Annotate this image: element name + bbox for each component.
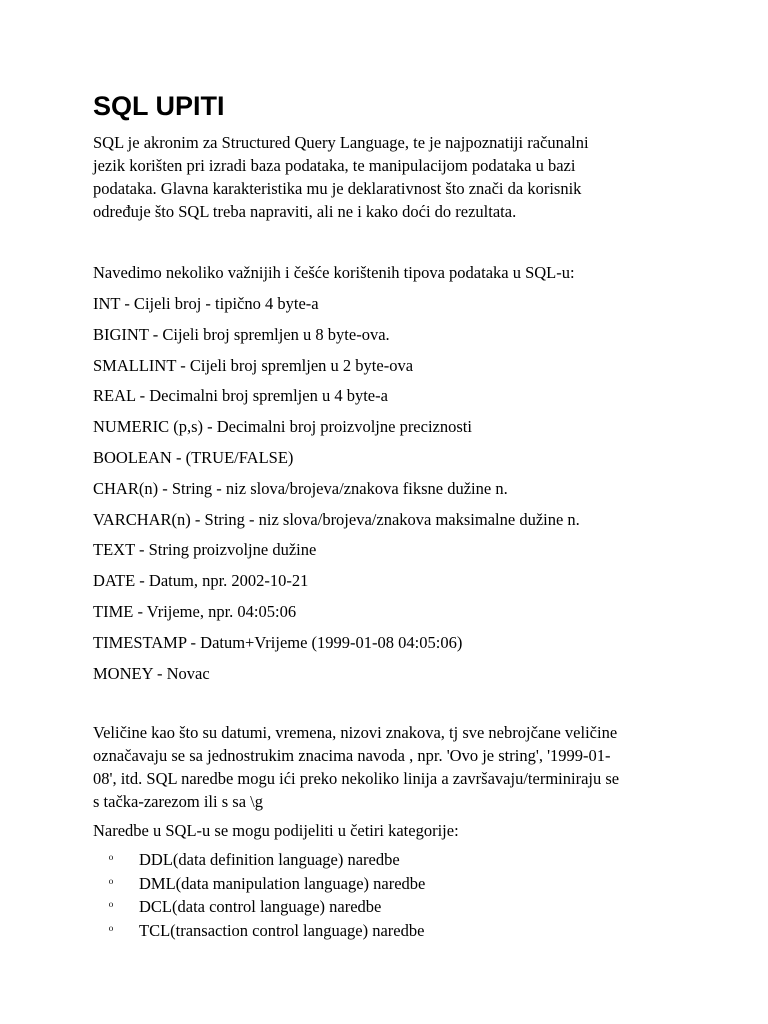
category-item (111, 919, 425, 943)
data-type-item: TEXT - String proizvoljne dužine (93, 540, 317, 560)
bullet-icon (111, 872, 139, 896)
category-label: DCL(data control language) naredbe (139, 897, 382, 916)
categories-list (111, 848, 425, 942)
intro-line: SQL je akronim za Structured Query Language, te je najpoznatiji računalni (93, 133, 589, 152)
data-type-item: SMALLINT - Cijeli broj spremljen u 2 byte-ova (93, 355, 414, 375)
page-title: SQL UPITI (93, 91, 225, 121)
bullet-icon (111, 919, 139, 943)
category-label: DDL(data definition language) naredbe (139, 850, 400, 869)
strings-line: 08', itd. SQL naredbe mogu ići preko nekoliko linija a završavaju/terminiraju se (93, 769, 620, 788)
data-type-item: NUMERIC (p,s) - Decimalni broj proizvoljne preciznosti (93, 417, 472, 437)
category-item (111, 895, 425, 919)
data-type-item: VARCHAR(n) - String - niz slova/brojeva/znakova maksimalne dužine n. (93, 509, 580, 529)
category-label: DML(data manipulation language) naredbe (139, 873, 426, 893)
intro-line: podataka. Glavna karakteristika mu je deklarativnost što znači da korisnik (93, 179, 582, 198)
data-type-item: DATE - Datum, npr. 2002-10-21 (93, 571, 309, 591)
intro-paragraph (93, 131, 589, 223)
strings-line: označavaju se sa jednostrukim znacima navoda , npr. 'Ovo je string', '1999-01- (93, 746, 611, 765)
data-type-item: MONEY - Novac (93, 663, 210, 683)
intro-line: jezik korišten pri izradi baza podataka, te manipulacijom podataka u bazi (93, 156, 576, 175)
data-type-item: BOOLEAN - (TRUE/FALSE) (93, 447, 294, 467)
intro-line: određuje što SQL treba napraviti, ali ne i kako doći do rezultata. (93, 202, 517, 221)
types-intro: Navedimo nekoliko važnijih i češće korištenih tipova podataka u SQL-u: (93, 263, 575, 282)
data-type-item: TIMESTAMP - Datum+Vrijeme (1999-01-08 04:05:06) (93, 632, 463, 652)
strings-line: s tačka-zarezom ili s sa \g (93, 792, 263, 811)
data-type-item: CHAR(n) - String - niz slova/brojeva/znakova fiksne dužine n. (93, 478, 508, 498)
strings-line: Veličine kao što su datumi, vremena, nizovi znakova, tj sve nebrojčane veličine (93, 723, 618, 742)
data-types-list (93, 292, 580, 692)
data-type-item: REAL - Decimalni broj spremljen u 4 byte-a (93, 386, 388, 406)
category-item (111, 848, 425, 872)
data-type-item: INT - Cijeli broj - tipično 4 byte-a (93, 294, 319, 313)
bullet-icon (111, 895, 139, 919)
data-type-item: TIME - Vrijeme, npr. 04:05:06 (93, 601, 297, 621)
bullet-icon (111, 848, 139, 872)
categories-intro: Naredbe u SQL-u se mogu podijeliti u četiri kategorije: (93, 821, 459, 840)
category-item (111, 872, 425, 896)
data-type-item: BIGINT - Cijeli broj spremljen u 8 byte-ova. (93, 324, 390, 344)
strings-paragraph (93, 721, 619, 813)
category-label: TCL(transaction control language) naredbe (139, 920, 425, 940)
